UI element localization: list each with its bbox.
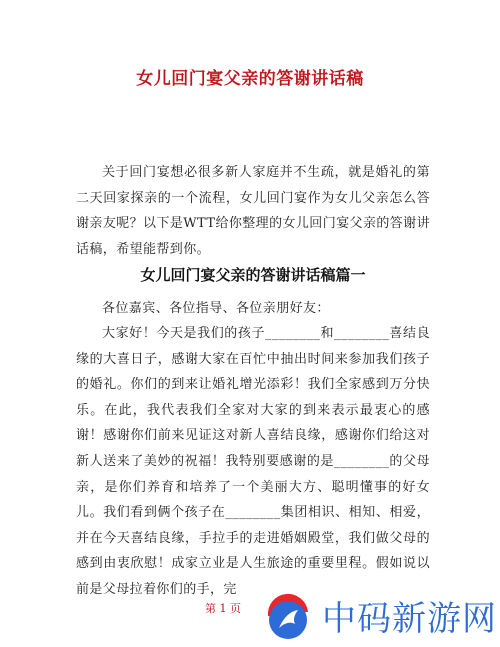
document-title: 女儿回门宴父亲的答谢讲话稿 <box>136 69 364 89</box>
intro-paragraph: 关于回门宴想必很多新人家庭并不生疏，就是婚礼的第二天回家探亲的一个流程，女儿回门宴作为女儿父亲怎么答谢亲友呢？以下是WTT给你整理的女儿回门宴父亲的答谢讲话稿，希望能帮到你。 <box>76 165 430 257</box>
greeting-line: 各位嘉宾、各位指导、各位亲朋好友： <box>102 301 330 316</box>
section-heading: 女儿回门宴父亲的答谢讲话稿篇一 <box>140 266 366 284</box>
page-number: 第 1 页 <box>205 602 241 615</box>
brand-logo-icon <box>262 590 314 642</box>
site-watermark <box>262 584 500 647</box>
watermark-text: 中码新游网 <box>322 599 497 639</box>
speech-body: 大家好！今天是我们的孩子________和________喜结良缘的大喜日子，感谢大家在百忙中抽出时间来参加我们孩子的婚礼。你们的到来让婚礼增光添彩！我们全家感到万分快乐。在此，我代表我们全家对大家的到来表示最衷心的感谢！感谢你们前来见证这对新人喜结良缘，感谢你们给这对新人送来了美妙的祝福！我特别要感谢的是________的父母亲，是你们养育和培养了一个美丽大方、聪明懂事的好女儿。我们看到俩个孩子在________集团相识、相知、相爱，并在今天喜结良缘，手拉手的走进婚姻殿堂，我们做父母的感到由衷欣慰！成家立业是人生旅途的重要里程。假如说以前是父母拉着你们的手，完 <box>76 326 430 597</box>
